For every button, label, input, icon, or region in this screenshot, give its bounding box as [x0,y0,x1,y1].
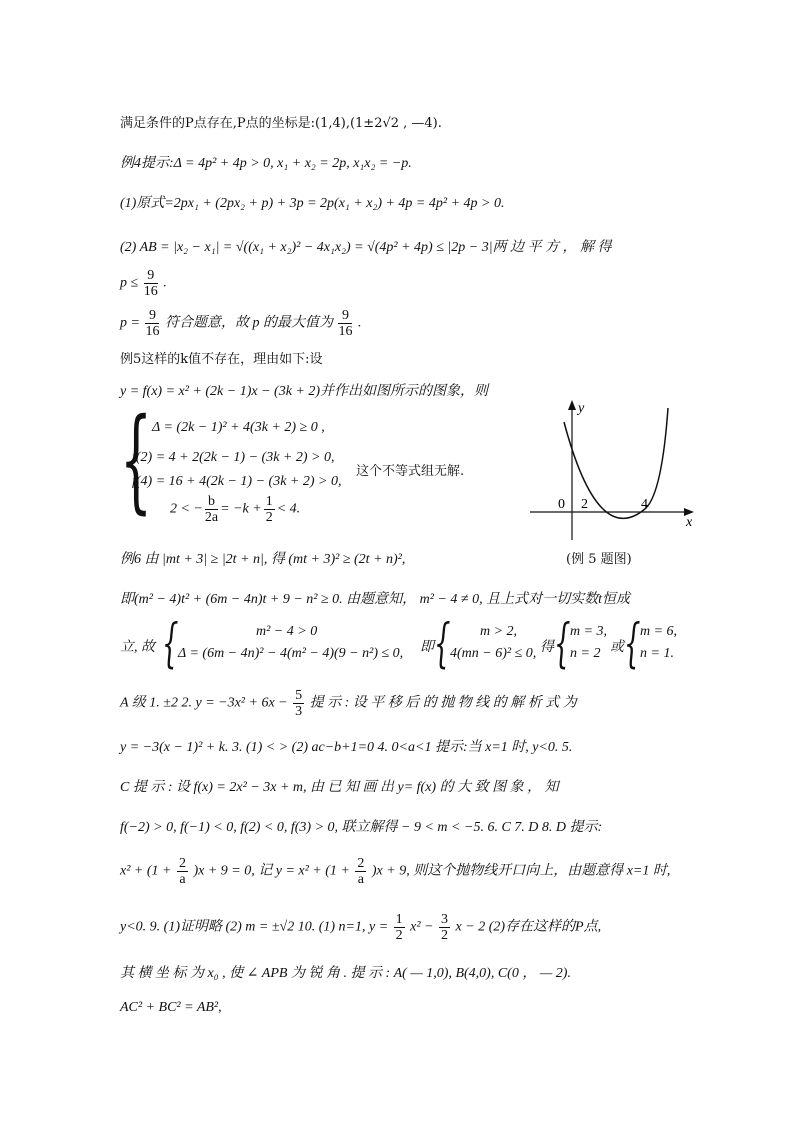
text: p ≤ [120,275,139,291]
fraction-5-3 [293,688,304,719]
line-level-a [120,688,577,719]
tick-0: 0 [558,497,565,512]
text: )x + 9, 则这个抛物线开口向上，由题意得 x=1 时, [371,863,671,879]
text: 或 [610,640,624,655]
figure-caption: (例 5 题图) [566,552,632,567]
numerator: 2 [357,856,365,871]
system-row: Δ = (2k − 1)² + 4(3k + 2) ≥ 0 , [152,420,325,435]
left-brace: { [624,614,641,674]
text: 立, 故 [120,640,155,655]
line-quadratic-t: 即(m² − 4)t² + (6m − 4n)t + 9 − n² ≥ 0. 由题意知， m² − 4 ≠ 0, 且上式对一切实数t恒成 [120,592,630,607]
denominator: 2 [265,510,273,525]
line-systems [120,614,680,674]
text: y<0. 9. (1)证明略 (2) m = ±√2 10. (1) n=1, y = [120,919,389,935]
fraction-9-16 [144,268,158,299]
numerator: 1 [395,912,403,927]
fraction-b-2a [205,494,218,525]
system-row: m = 6, [640,624,678,639]
system-row: m > 2, [480,624,518,639]
numerator: 9 [144,268,158,284]
line-pythagoras: AC² + BC² = AB², [120,1000,222,1015]
numerator: 2 [178,856,186,871]
text: 符合题意，故 p 的最大值为 [164,315,333,331]
tick-2: 2 [581,497,588,512]
left-brace: { [554,614,571,674]
line-answers-9-10 [120,912,601,943]
line-1: 满足条件的P点存在,P点的坐标是:(1,4),(1±2√2 , —4). [120,116,442,131]
denominator: 2 [395,928,403,943]
line-example-4: 例4提示:Δ = 4p² + 4p > 0, x₁ + x₂ = 2p, x₁x₂ = −p. [120,156,412,171]
line-answers-3-5: y = −3(x − 1)² + k. 3. (1) < > (2) ac−b+1=0 4. 0<a<1 提示:当 x=1 时, y<0. 5. [120,740,573,755]
line-parabola-eq [120,856,670,887]
system-row: Δ = (6m − 4n)² − 4(m² − 4)(9 − n²) ≤ 0, [178,646,404,661]
text: 得 [540,640,554,655]
inequality-system-1 [120,395,520,530]
text: A 级 1. ±2 2. y = −3x² + 6x − [120,695,288,711]
y-axis-label: y [578,401,585,416]
system-row: m = 3, [570,624,608,639]
numerator: 1 [265,494,273,509]
parabola-curve [564,408,668,518]
system-note: 这个不等式组无解. [356,464,465,479]
numerator: 3 [441,912,449,927]
system-row: f(4) = 16 + 4(2k − 1) − (3k + 2) > 0, [132,474,342,489]
denominator: 3 [295,704,303,719]
text: p = [120,315,140,331]
fraction-9-16 [145,308,159,339]
fraction-9-16 [338,308,352,339]
fraction-1-2 [394,912,405,943]
text: x² + (1 + [120,863,172,879]
line-abscissa: 其 横 坐 标 为 x₀ , 使 ∠ APB 为 锐 角 . 提 示 : A( — 1,0), B(4,0), C(0 ， — 2). [120,966,571,981]
line-example-5: 例5这样的k值不存在，理由如下:设 [120,352,323,367]
fraction-2-a [177,856,188,887]
system-row: f(2) = 4 + 2(2k − 1) − (3k + 2) > 0, [132,450,335,465]
line-p-max [120,308,361,339]
line-answer-5: C 提 示 : 设 f(x) = 2x² − 3x + m, 由 已 知 画 出 y= f(x) 的 大 致 图 象 ， 知 [120,780,559,795]
denominator: 2 [441,928,449,943]
line-function-def: y = f(x) = x² + (2k − 1)x − (3k + 2)并作出如图所示的图象，则 [120,384,489,399]
system-row: n = 2 [570,646,601,661]
text: x² − [410,919,434,935]
system-row [170,494,300,525]
left-brace: { [162,614,179,674]
text: < 4. [276,501,301,517]
text: 提 示 : 设 平 移 后 的 抛 物 线 的 解 析 式 为 [309,695,577,711]
system-row: n = 1. [640,646,674,661]
text: 2 < − [170,501,203,517]
fraction-3-2 [439,912,450,943]
denominator: 16 [143,284,158,299]
text: . [163,275,167,291]
numerator: 9 [338,308,352,324]
denominator: 16 [145,324,160,339]
numerator: 5 [295,688,303,703]
denominator: 2a [204,510,219,525]
denominator: a [357,872,364,887]
line-part-1: (1)原式=2px₁ + (2px₂ + p) + 3p = 2p(x₁ + x₂) + 4p = 4p² + 4p > 0. [120,196,505,211]
text: )x + 9 = 0, 记 y = x² + (1 + [193,863,350,879]
text: 即 [420,640,434,655]
parabola-figure [528,400,698,568]
denominator: 16 [338,324,353,339]
numerator: b [205,494,218,510]
system-row: m² − 4 > 0 [256,624,318,639]
text: . [357,315,362,331]
line-example-6: 例6 由 |mt + 3| ≥ |2t + n|, 得 (mt + 3)² ≥ (2t + n)², [120,552,406,567]
denominator: a [179,872,186,887]
line-p-bound [120,268,167,299]
system-row: 4(mn − 6)² ≤ 0, [450,646,537,661]
left-brace: { [434,614,451,674]
x-axis-label: x [686,515,693,530]
numerator: 9 [145,308,159,324]
fraction-2-a [355,856,366,887]
fraction-1-2 [264,494,275,525]
y-axis-arrow [568,400,576,410]
left-brace: { [120,395,153,525]
text: = −k + [220,501,262,517]
line-part-2: (2) AB = |x₂ − x₁| = √((x₁ + x₂)² − 4x₁x₂) = √(4p² + 4p) ≤ |2p − 3|两 边 平 方 ， 解 得 [120,240,612,255]
text: x − 2 (2)存在这样的P点, [455,919,602,935]
line-answers-6-8: f(−2) > 0, f(−1) < 0, f(2) < 0, f(3) > 0, 联立解得 − 9 < m < −5. 6. C 7. D 8. D 提示: [120,820,603,835]
tick-4: 4 [641,497,648,512]
